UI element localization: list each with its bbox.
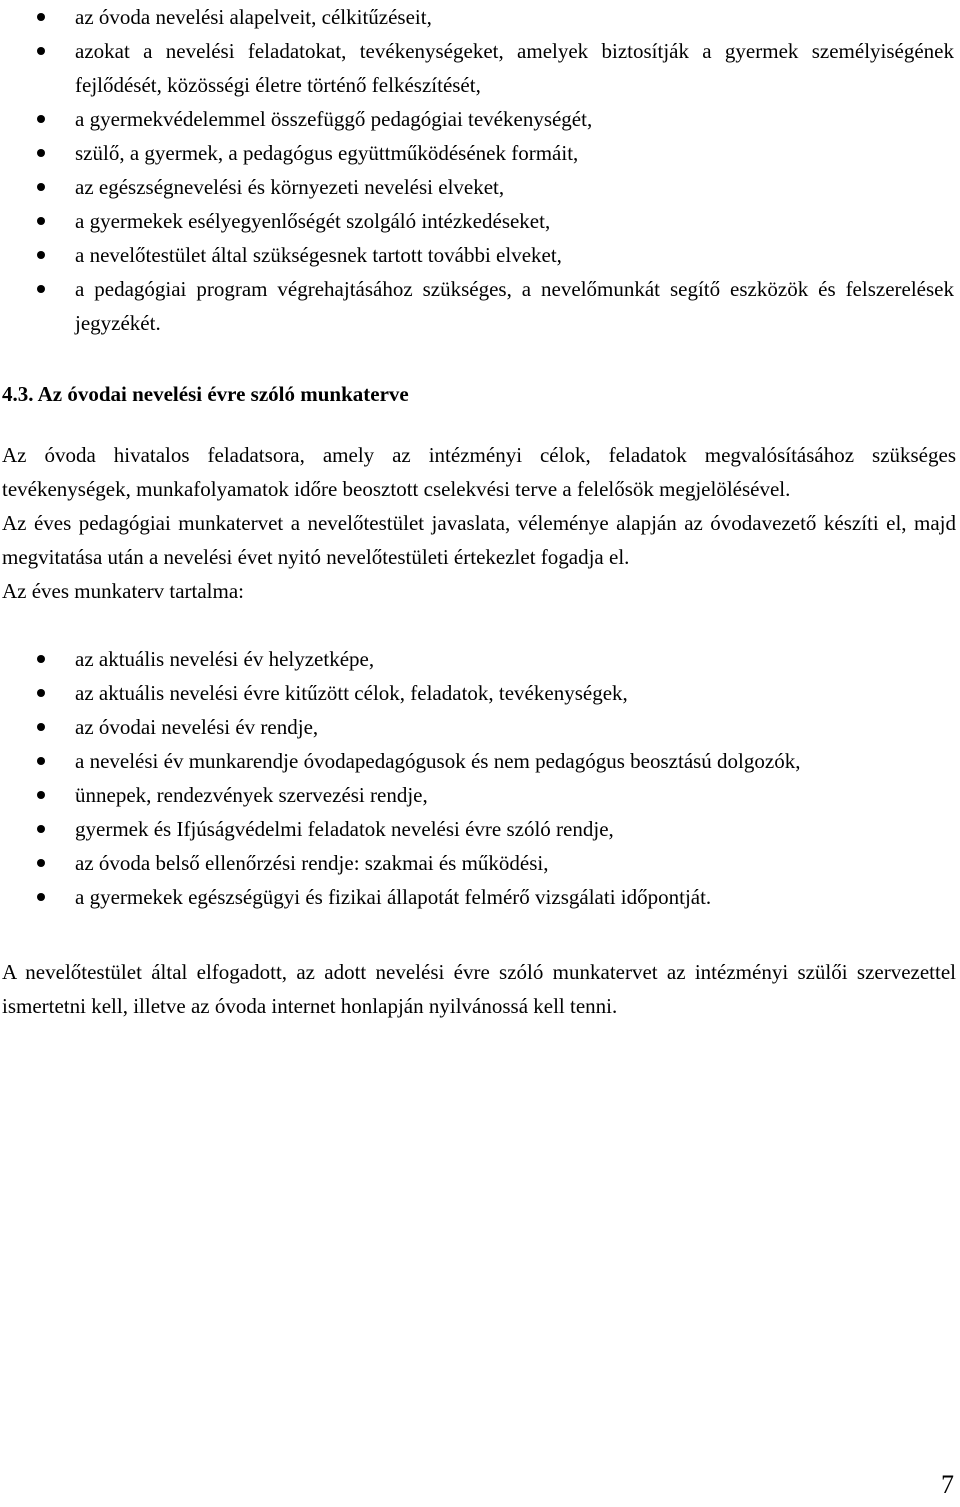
- bullet-icon: [37, 655, 45, 663]
- list-item-text: a pedagógiai program végrehajtásához szükséges, a nevelőmunkát segítő eszközök és felszerelések jegyzékét.: [75, 277, 954, 335]
- list-item-text: az egészségnevelési és környezeti nevelési elveket,: [75, 175, 505, 199]
- list-item-text: az aktuális nevelési év helyzetképe,: [75, 647, 375, 671]
- bullet-icon: [37, 217, 45, 225]
- list-item-text: az óvoda nevelési alapelveit, célkitűzéseit,: [75, 5, 432, 29]
- bullet-icon: [37, 13, 45, 21]
- list-item-text: az aktuális nevelési évre kitűzött célok, feladatok, tevékenységek,: [75, 681, 628, 705]
- list-item: [0, 0, 958, 34]
- bullet-icon: [37, 791, 45, 799]
- list-item: [0, 170, 958, 204]
- list-item-text: az óvoda belső ellenőrzési rendje: szakmai és működési,: [75, 851, 549, 875]
- list-item-text: a gyermekek egészségügyi és fizikai állapotát felmérő vizsgálati időpontját.: [75, 885, 712, 909]
- list-item: [0, 812, 958, 846]
- list-item-text: a gyermekek esélyegyenlőségét szolgáló intézkedéseket,: [75, 209, 551, 233]
- list-item-text: azokat a nevelési feladatokat, tevékenységeket, amelyek biztosítják a gyermek személyiségének fejlődését, közösségi életre történő felkészítését,: [75, 39, 954, 97]
- list-item: [0, 272, 958, 340]
- paragraph-definition: Az óvoda hivatalos feladatsora, amely az intézményi célok, feladatok megvalósításához szükséges tevékenységek, munkafolyamatok időre beosztott cselekvési terve a felelősök megjelölésével.: [2, 443, 956, 501]
- bullet-icon: [37, 859, 45, 867]
- closing-paragraph: A nevelőtestület által elfogadott, az adott nevelési évre szóló munkatervet az intézményi szülői szervezettel ismertetni kell, illetve az óvoda internet honlapján nyilvánossá kell tenni.: [2, 960, 956, 1018]
- bullet-icon: [37, 115, 45, 123]
- list-item: [0, 642, 958, 676]
- list-item-text: a nevelési év munkarendje óvodapedagógusok és nem pedagógus beosztású dolgozók,: [75, 749, 801, 773]
- list-item: [0, 238, 958, 272]
- list-item: [0, 34, 958, 102]
- list-item: [0, 778, 958, 812]
- section-heading: 4.3. Az óvodai nevelési évre szóló munkaterve: [2, 382, 409, 406]
- page-number: 7: [941, 1470, 954, 1499]
- list-item-text: ünnepek, rendezvények szervezési rendje,: [75, 783, 428, 807]
- bullet-icon: [37, 251, 45, 259]
- bullet-icon: [37, 149, 45, 157]
- list-item: [0, 136, 958, 170]
- list-item-text: az óvodai nevelési év rendje,: [75, 715, 319, 739]
- list-item-text: a gyermekvédelemmel összefüggő pedagógiai tevékenységét,: [75, 107, 593, 131]
- list-item-text: szülő, a gyermek, a pedagógus együttműködésének formáit,: [75, 141, 579, 165]
- paragraph-approval: Az éves pedagógiai munkatervet a nevelőtestület javaslata, véleménye alapján az óvodavezető készíti el, majd megvitatása után a nevelési évet nyitó nevelőtestületi értekezlet fogadja el.: [2, 511, 956, 569]
- list-item-text: a nevelőtestület által szükségesnek tartott további elveket,: [75, 243, 562, 267]
- list-item: [0, 880, 958, 914]
- list-item: [0, 846, 958, 880]
- bullet-icon: [37, 47, 45, 55]
- list-item-text: gyermek és Ifjúságvédelmi feladatok nevelési évre szóló rendje,: [75, 817, 614, 841]
- bullet-icon: [37, 893, 45, 901]
- list-item: [0, 710, 958, 744]
- list-item: [0, 102, 958, 136]
- bullet-icon: [37, 825, 45, 833]
- bullet-icon: [37, 689, 45, 697]
- bullet-icon: [37, 285, 45, 293]
- paragraph-contents-intro: Az éves munkaterv tartalma:: [2, 579, 244, 603]
- list-item: [0, 676, 958, 710]
- program-contents-list: [0, 0, 958, 340]
- list-item: [0, 204, 958, 238]
- body-text: [2, 438, 956, 608]
- bullet-icon: [37, 723, 45, 731]
- bullet-icon: [37, 757, 45, 765]
- work-plan-contents-list: [0, 642, 958, 914]
- bullet-icon: [37, 183, 45, 191]
- list-item: [0, 744, 958, 778]
